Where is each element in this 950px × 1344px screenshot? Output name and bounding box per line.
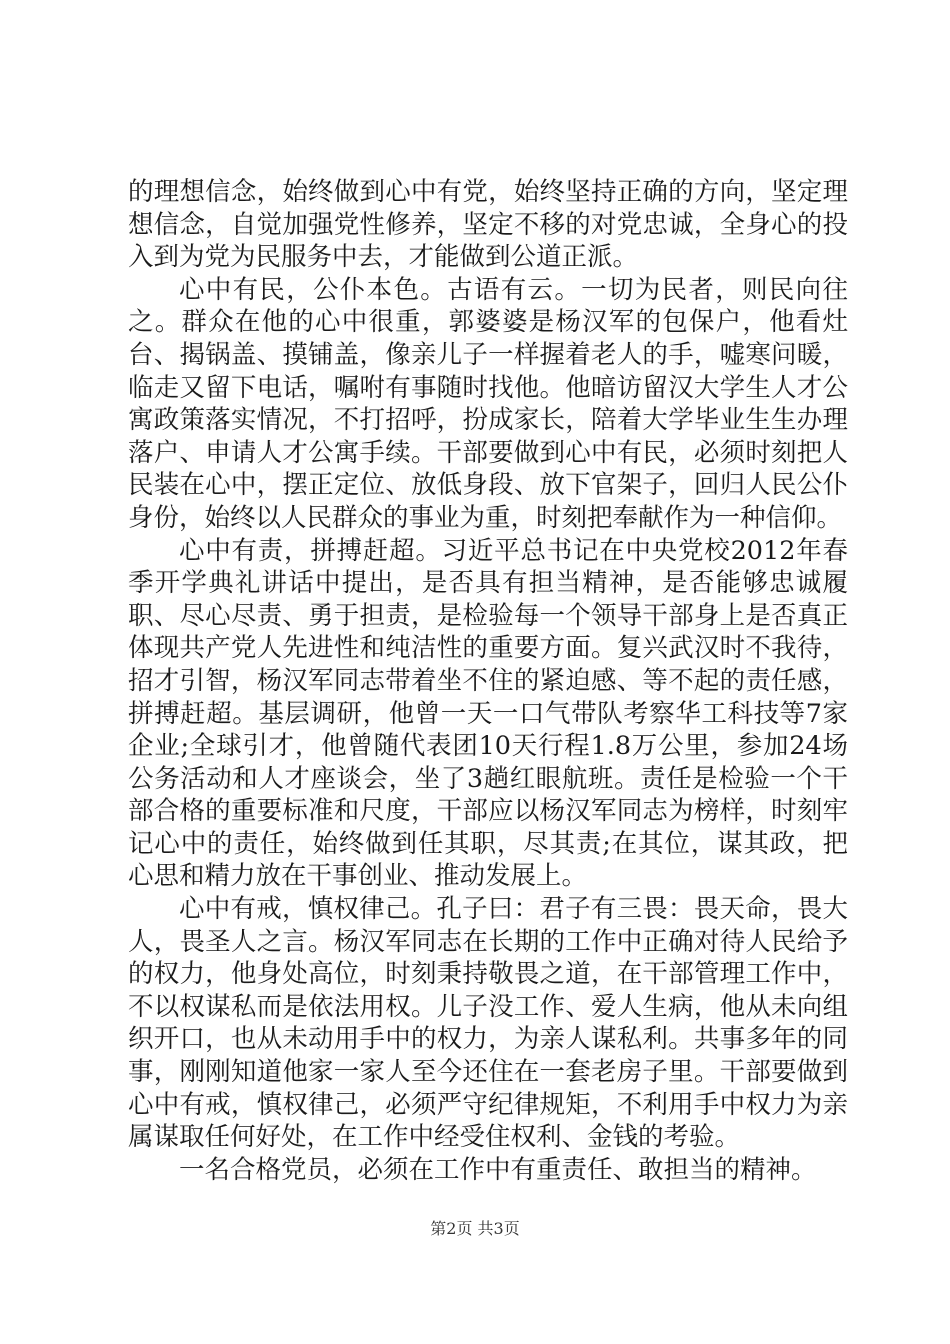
paragraph-continuation: 的理想信念，始终做到心中有党，始终坚持正确的方向，坚定理想信念，自觉加强党性修养，坚定不移的对党忠诚，全身心的投入到为党为民服务中去，才能做到公道正派。 [128,177,848,273]
paragraph-heart-with-discipline: 心中有戒，慎权律己。孔子曰：君子有三畏：畏天命，畏大人，畏圣人之言。杨汉军同志在长期的工作中正确对待人民给予的权力，他身处高位，时刻秉持敬畏之道，在干部管理工作中，不以权谋私而是依法用权。儿子没工作、爱人生病，他从未向组织开口，也从未动用手中的权力，为亲人谋私利。共事多年的同事，刚刚知道他家一家人至今还住在一套老房子里。干部要做到心中有戒，慎权律己，必须严守纪律规矩，不利用手中权力为亲属谋取任何好处，在工作中经受住权利、金钱的考验。 [128,894,848,1153]
document-body [128,176,848,1186]
page-number-footer: 第2页 共3页 [430,1219,520,1238]
paragraph-heart-with-responsibility: 心中有责，拼搏赶超。习近平总书记在中央党校2012年春季开学典礼讲话中提出，是否具有担当精神，是否能够忠诚履职、尽心尽责、勇于担责，是检验每一个领导干部身上是否真正体现共产党人先进性和纯洁性的重要方面。复兴武汉时不我待，招才引智，杨汉军同志带着坐不住的紧迫感、等不起的责任感，拼搏赶超。基层调研，他曾一天一口气带队考察华工科技等7家企业;全球引才，他曾随代表团10天行程1.8万公里，参加24场公务活动和人才座谈会，坐了3趟红眼航班。责任是检验一个干部合格的重要标准和尺度，干部应以杨汉军同志为榜样，时刻牢记心中的责任，始终做到任其职，尽其责;在其位，谋其政，把心思和精力放在干事创业、推动发展上。 [128,535,848,892]
paragraph-qualified-member: 一名合格党员，必须在工作中有重责任、敢担当的精神。 [179,1154,817,1185]
paragraph-heart-with-people: 心中有民，公仆本色。古语有云。一切为民者，则民向往之。群众在他的心中很重，郭婆婆是杨汉军的包保户，他看灶台、揭锅盖、摸铺盖，像亲儿子一样握着老人的手，嘘寒问暖，临走又留下电话，嘱咐有事随时找他。他暗访留汉大学生人才公寓政策落实情况，不打招呼，扮成家长，陪着大学毕业生生办理落户、申请人才公寓手续。干部要做到心中有民，必须时刻把人民装在心中，摆正定位、放低身段、放下官架子，回归人民公仆身份，始终以人民群众的事业为重，时刻把奉献作为一种信仰。 [128,274,848,533]
